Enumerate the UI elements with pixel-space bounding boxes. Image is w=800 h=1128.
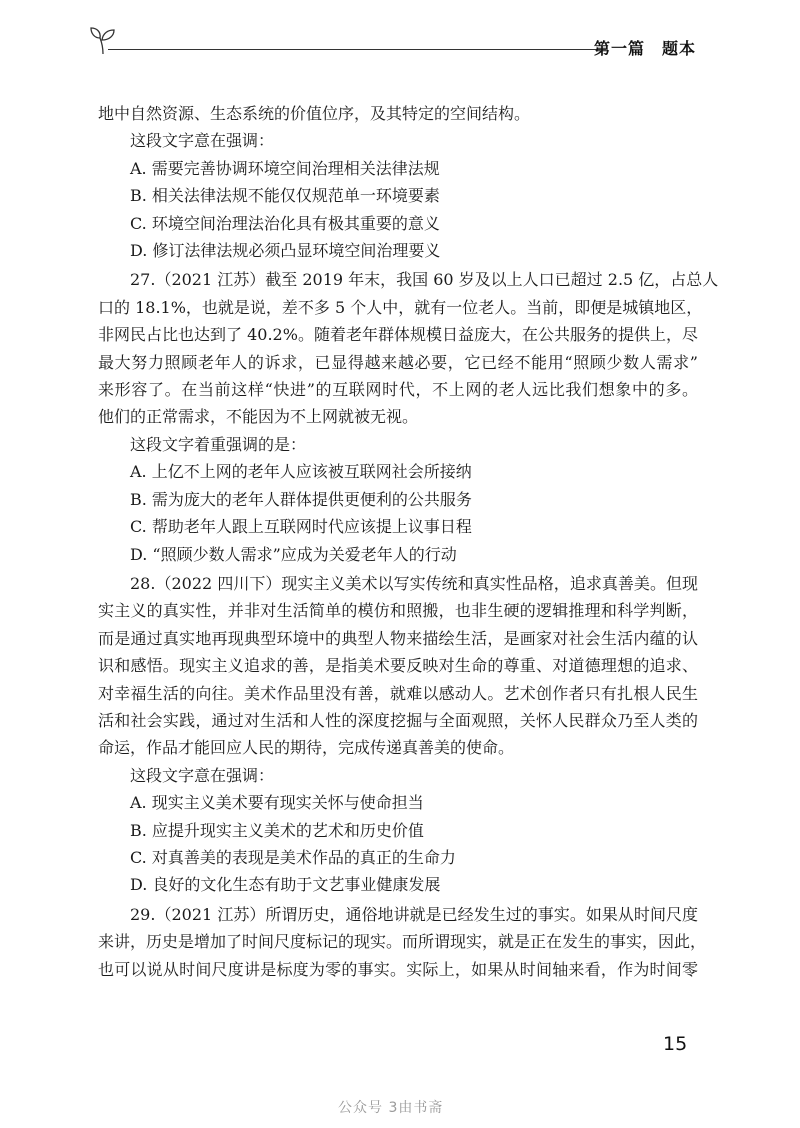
- option-c: C. 对真善美的表现是美术作品的真正的生命力: [130, 847, 456, 867]
- passage-line: 而是通过真实地再现典型环境中的典型人物来描绘生活，是画家对社会生活内蕴的认: [98, 628, 698, 648]
- passage-line: 活和社会实践，通过对生活和人性的深度挖掘与全面观照，关怀人民群众乃至人类的: [98, 710, 698, 730]
- option-a: A. 上亿不上网的老年人应该被互联网社会所接纳: [130, 462, 472, 482]
- question-prompt: 这段文字意在强调：: [130, 131, 275, 151]
- option-c: C. 帮助老年人跟上互联网时代应该提上议事日程: [130, 517, 472, 537]
- passage-line: 28.（2022 四川下）现实主义美术以写实传统和真实性品格，追求真善美。但现: [130, 573, 698, 593]
- passage-line: 来讲，历史是增加了时间尺度标记的现实。而所谓现实，就是正在发生的事实，因此，: [98, 932, 707, 952]
- header-rule: [108, 49, 606, 50]
- watermark: 公众号 3由书斋: [338, 1100, 444, 1116]
- passage-line: 识和感悟。现实主义追求的善，是指美术要反映对生命的尊重、对道德理想的追求、: [98, 656, 698, 676]
- passage-line: 实主义的真实性，并非对生活简单的模仿和照搬，也非生硬的逻辑推理和科学判断，: [98, 601, 698, 621]
- option-b: B. 相关法律法规不能仅仅规范单一环境要素: [130, 186, 440, 206]
- passage-continuation: 地中自然资源、生态系统的价值位序，及其特定的空间结构。: [98, 104, 531, 123]
- passage-line: 最大努力照顾老年人的诉求，已显得越来越必要，它已经不能用“照顾少数人需求”: [98, 352, 698, 372]
- passage-line: 非网民占比也达到了 40.2%。随着老年群体规模日益庞大，在公共服务的提供上，尽: [98, 325, 698, 345]
- passage-line: 29.（2021 江苏）所谓历史，通俗地讲就是已经发生过的事实。如果从时间尺度: [130, 904, 698, 924]
- passage-line: 命运，作品才能回应人民的期待，完成传递真善美的使命。: [98, 738, 515, 758]
- page-number: 15: [663, 1033, 688, 1055]
- header-section-title: 第一篇 题本: [593, 39, 696, 58]
- question-29: [98, 901, 707, 983]
- option-b: B. 应提升现实主义美术的艺术和历史价值: [130, 820, 424, 840]
- question-27: [98, 266, 719, 567]
- option-d: D. 良好的文化生态有助于文艺事业健康发展: [130, 875, 441, 895]
- passage-line: 他们的正常需求，不能因为不上网就被无视。: [98, 407, 419, 427]
- page-content: [98, 100, 719, 983]
- passage-line: 来形容了。在当前这样“快进”的互联网时代，不上网的老人远比我们想象中的多。: [98, 380, 698, 400]
- page-header: [82, 20, 702, 64]
- question-prompt: 这段文字着重强调的是：: [130, 434, 307, 454]
- question-28: [98, 570, 698, 899]
- option-b: B. 需为庞大的老年人群体提供更便利的公共服务: [130, 489, 472, 509]
- passage-line: 也可以说从时间尺度讲是标度为零的事实。实际上，如果从时间轴来看，作为时间零: [98, 959, 698, 979]
- question-26-stem: [98, 127, 698, 264]
- option-d: D. “照顾少数人需求”应成为关爱老年人的行动: [130, 544, 457, 564]
- passage-line: 27.（2021 江苏）截至 2019 年末，我国 60 岁及以上人口已超过 2.5 亿，占总人: [130, 270, 719, 290]
- option-a: A. 现实主义美术要有现实关怀与使命担当: [130, 793, 424, 813]
- passage-line: 口的 18.1%，也就是说，差不多 5 个人中，就有一位老人。当前，即便是城镇地区，: [98, 297, 703, 317]
- option-c: C. 环境空间治理法治化具有极其重要的意义: [130, 213, 440, 233]
- sprout-leaf-icon: [88, 24, 118, 56]
- question-prompt: 这段文字意在强调：: [130, 765, 275, 785]
- option-a: A. 需要完善协调环境空间治理相关法律法规: [130, 158, 440, 178]
- option-d: D. 修订法律法规必须凸显环境空间治理要义: [130, 241, 441, 261]
- passage-line: 对幸福生活的向往。美术作品里没有善，就难以感动人。艺术创作者只有扎根人民生: [98, 683, 698, 703]
